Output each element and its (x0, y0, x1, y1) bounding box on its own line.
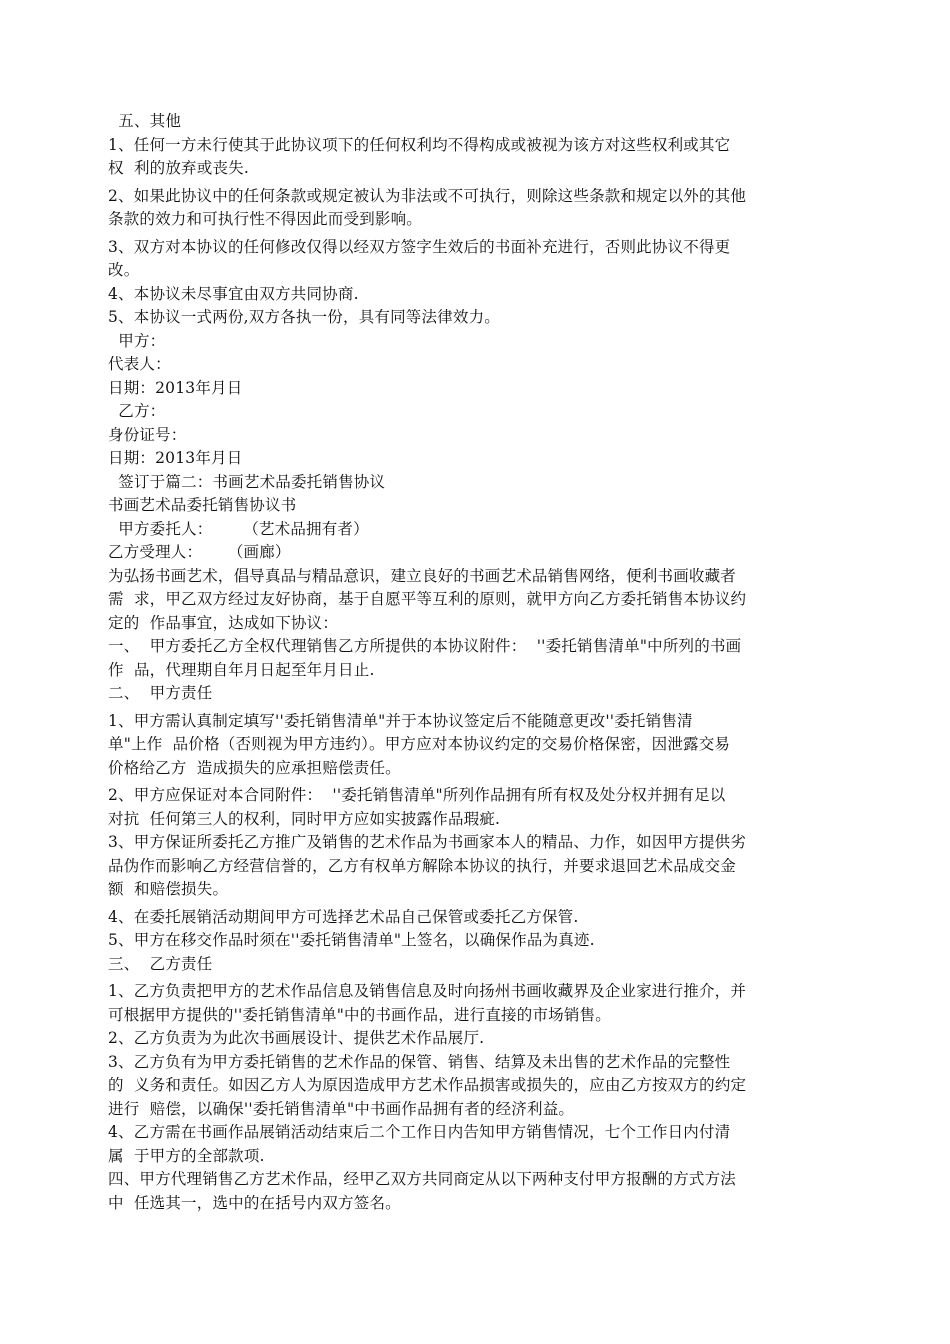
clause-5-2-line-1: 2、如果此协议中的任何条款或规定被认为非法或不可执行，则除这些条款和规定以外的其他 (108, 186, 747, 205)
date-line-a: 日期：2013年月日 (108, 378, 243, 397)
clause-3-1-line-1: 1、乙方负责把甲方的艺术作品信息及销售信息及时向扬州书画收藏界及企业家进行推介，并 (108, 982, 747, 1000)
preamble-line-1: 为弘扬书画艺术，倡导真品与精品意识，建立良好的书画艺术品销售网络，便利书画收藏者 (108, 566, 737, 585)
clause-5-3-line-2: 改。 (108, 261, 140, 279)
party-a-label: 甲方： (108, 331, 166, 350)
id-number-label: 身份证号： (108, 425, 187, 444)
party-b-agent: 乙方受理人： （画廊） (108, 543, 291, 561)
document-body (108, 110, 844, 1215)
clause-2-3-line-3: 额 和赔偿损失。 (108, 880, 229, 898)
clause-5-1-line-2: 权 利的放弃或丧失. (108, 159, 249, 177)
clause-3-3-line-1: 3、乙方负有为甲方委托销售的艺术作品的保管、销售、结算及未出售的艺术作品的完整性 (108, 1052, 731, 1071)
clause-3-1-line-2: 可根据甲方提供的''委托销售清单"中的书画作品，进行直接的市场销售。 (108, 1005, 611, 1024)
representative-label: 代表人： (108, 355, 171, 373)
clause-3-3-line-3: 进行 赔偿，以确保''委托销售清单"中书画作品拥有者的经济利益。 (108, 1099, 575, 1118)
agreement-title: 书画艺术品委托销售协议书 (108, 496, 297, 514)
signed-at-part-two: 签订于篇二：书画艺术品委托销售协议 (108, 472, 386, 491)
preamble-line-2: 需 求，甲乙双方经过友好协商，基于自愿平等互利的原则，就甲方向乙方委托销售本协议约 (108, 590, 747, 608)
party-a-principal: 甲方委托人： （艺术品拥有者） (108, 519, 369, 538)
article-2-heading: 二、 甲方责任 (108, 684, 213, 702)
party-b-label: 乙方： (108, 402, 166, 420)
clause-2-3-line-2: 品伪作而影响乙方经营信誉的，乙方有权单方解除本协议的执行，并要求退回艺术品成交金 (108, 856, 737, 875)
clause-2-4: 4、在委托展销活动期间甲方可选择艺术品自己保管或委托乙方保管. (108, 907, 579, 926)
preamble-line-3: 定的 作品事宜，达成如下协议： (108, 613, 339, 632)
clause-2-2-line-1: 2、甲方应保证对本合同附件： ''委托销售清单"所列作品拥有所有权及处分权并拥有足以 (108, 786, 726, 804)
article-1-line-2: 作 品，代理期自年月日起至年月日止. (108, 660, 375, 679)
clause-5-5: 5、本协议一式两份,双方各执一份，具有同等法律效力。 (108, 308, 500, 326)
clause-3-2: 2、乙方负责为为此次书画展设计、提供艺术作品展厅. (108, 1029, 485, 1047)
clause-2-3-line-1: 3、甲方保证所委托乙方推广及销售的艺术作品为书画家本人的精品、力作，如因甲方提供劣 (108, 833, 747, 851)
article-3-heading: 三、 乙方责任 (108, 954, 213, 973)
clause-2-1-line-2: 单"上作 品价格（否则视为甲方违约）。甲方应对本协议约定的交易价格保密，因泄露交易 (108, 735, 731, 753)
clause-2-1-line-3: 价格给乙方 造成损失的应承担赔偿责任。 (108, 758, 401, 777)
clause-5-1-line-1: 1、任何一方未行使其于此协议项下的任何权利均不得构成或被视为该方对这些权利或其它 (108, 135, 731, 154)
date-line-b: 日期：2013年月日 (108, 449, 243, 467)
clause-3-4-line-1: 4、乙方需在书画作品展销活动结束后二个工作日内告知甲方销售情况，七个工作日内付清 (108, 1123, 731, 1141)
clause-5-3-line-1: 3、双方对本协议的任何修改仅得以经双方签字生效后的书面补充进行，否则此协议不得更 (108, 237, 731, 256)
article-4-line-2: 中 任选其一，选中的在括号内双方签名。 (108, 1193, 401, 1212)
clause-5-4: 4、本协议未尽事宜由双方共同协商. (108, 284, 359, 303)
section-heading-other: 五、其他 (108, 112, 182, 130)
clause-2-1-line-1: 1、甲方需认真制定填写''委托销售清单"并于本协议签定后不能随意更改''委托销售清 (108, 711, 693, 730)
article-1-line-1: 一、 甲方委托乙方全权代理销售乙方所提供的本协议附件： ''委托销售清单"中所列的书画 (108, 637, 742, 655)
clause-2-5: 5、甲方在移交作品时须在''委托销售清单"上签名，以确保作品为真迹. (108, 931, 595, 949)
article-4-line-1: 四、甲方代理销售乙方艺术作品，经甲乙双方共同商定从以下两种支付甲方报酬的方式方法 (108, 1170, 737, 1188)
clause-3-3-line-2: 的 义务和责任。如因乙方人为原因造成甲方艺术作品损害或损失的，应由乙方按双方的约定 (108, 1076, 747, 1094)
clause-2-2-line-2: 对抗 任何第三人的权利，同时甲方应如实披露作品瑕疵. (108, 809, 501, 828)
clause-3-4-line-2: 属 于甲方的全部款项. (108, 1146, 265, 1165)
clause-5-2-line-2: 条款的效力和可执行性不得因此而受到影响。 (108, 210, 423, 228)
